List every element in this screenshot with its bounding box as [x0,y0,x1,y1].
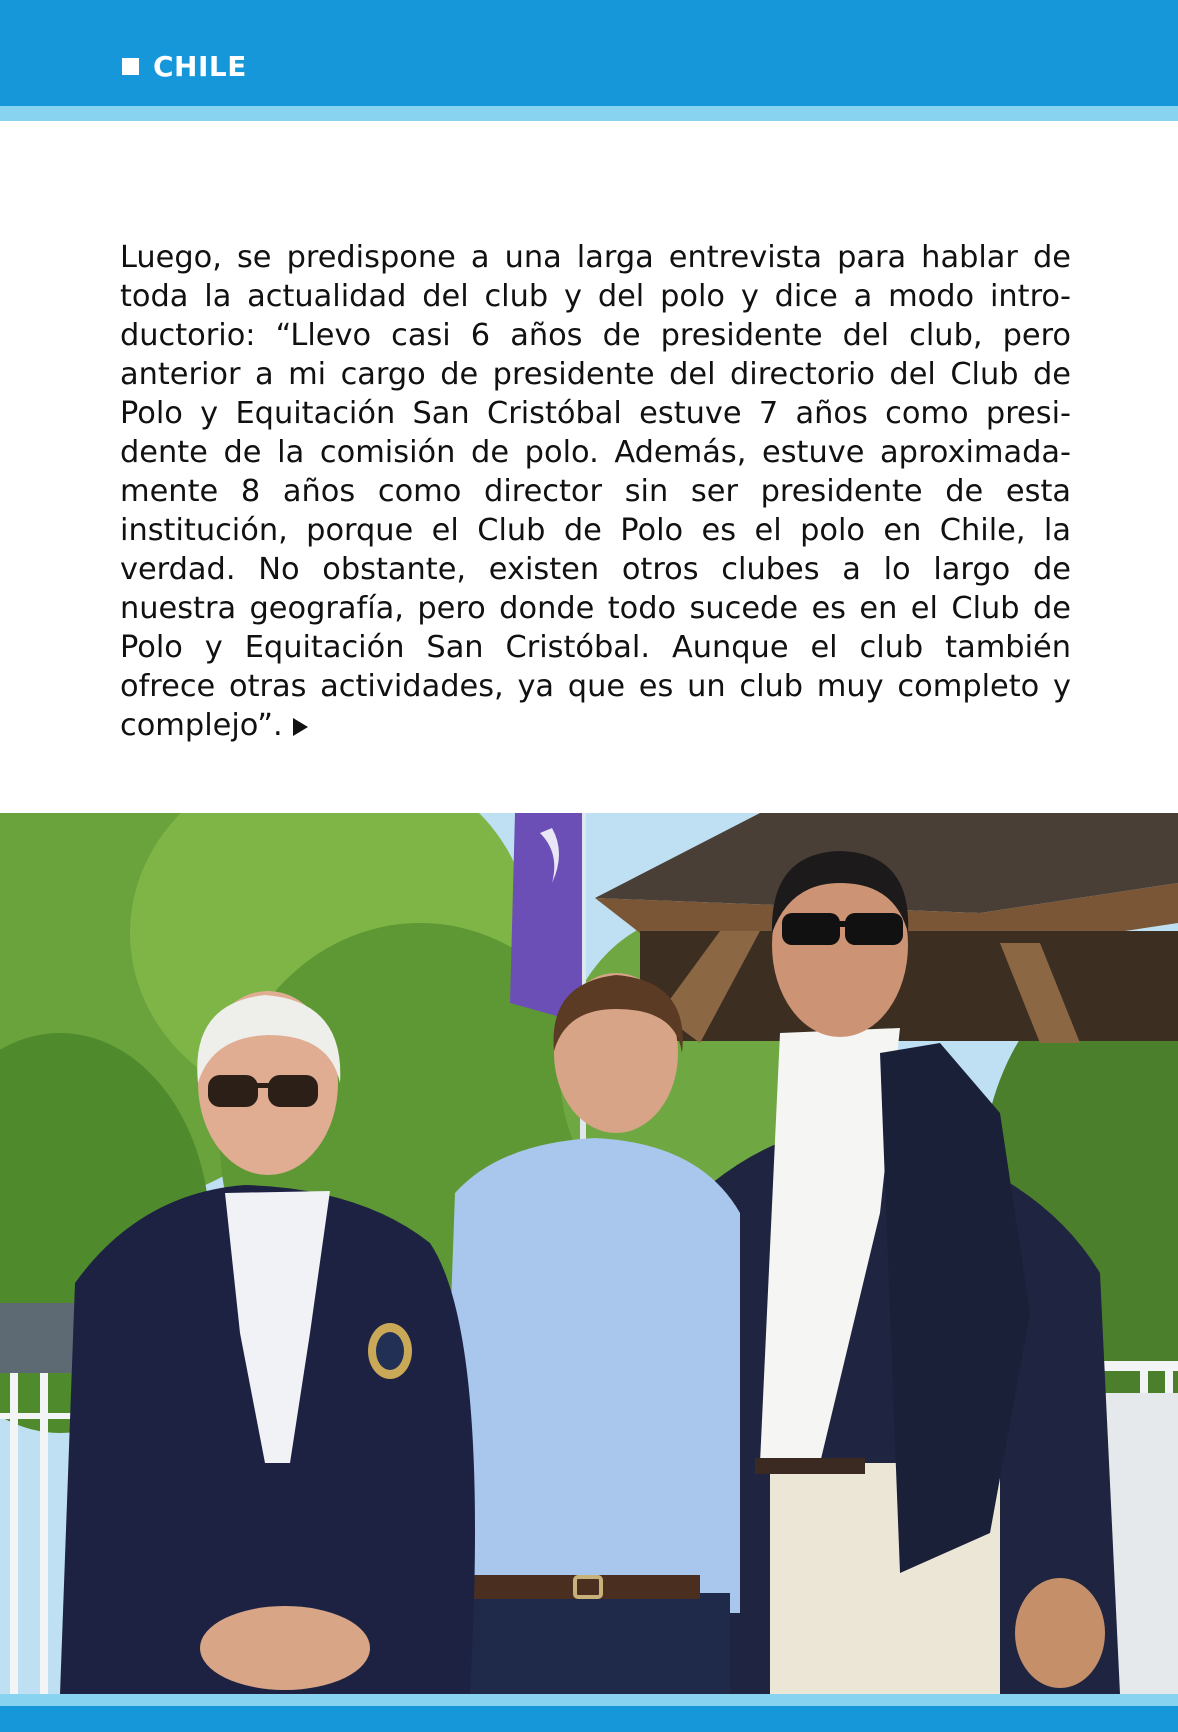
purple-flag [510,813,582,1023]
footer-band [0,1706,1178,1732]
article-paragraph-text: Luego, se predispone a una larga entrevista para hablar de toda la actualidad del club y del polo y dice a modo introductorio: “Llevo casi 6 años de presidente del club, pero anterior a mi cargo de presidente del directorio del Club de Polo y Equitación San Cristóbal estuve 7 años como presidente de la comisión de polo. Además, estuve aproximadamente 8 años como director sin ser presidente de esta institución, porque el Club de Polo es el polo en Chile, la verdad. No obstante, existen otros clubes a lo largo de nuestra geografía, pero donde todo sucede es en el Club de Polo y Equitación San Cristóbal. Aunque el club también ofrece otras actividades, ya que es un club muy completo y complejo”. [120,240,1071,743]
article-photo [0,813,1178,1694]
square-bullet-icon [122,58,139,75]
section-label-text: CHILE [153,50,247,83]
header-stripe [0,106,1178,121]
play-triangle-icon [293,718,308,736]
section-label [122,50,247,83]
article-paragraph [120,238,1071,745]
photo-illustration [0,813,1178,1694]
footer-stripe [0,1694,1178,1706]
